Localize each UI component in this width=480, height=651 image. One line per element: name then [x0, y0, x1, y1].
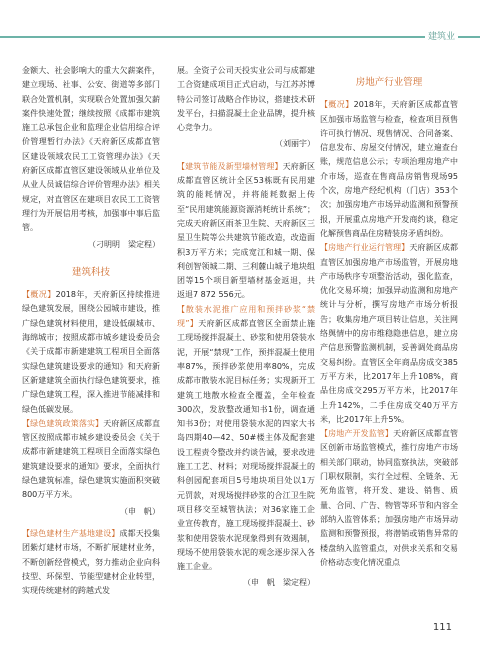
paragraph-text: 2018年，天府新区成都直管区加强市场监管与检查，检查项目预售许可执行情况、现售情况、合同备案、信息发布、房屋交付情况，建立遍查台账，规范信息公示；专项治理房地产中介市场，巡查在售商品房销售现场95个次，房地产经纪机构（门店）353个次；加强房地产市场异动监测和预警预报，开展重点房地产开发商约谈，稳定化解预售商品住房精装房矛盾纠纷。 — [320, 100, 459, 238]
section-title-realestate: 房地产行业管理 — [355, 77, 423, 88]
col2-signature-2: （申 帆 梁定程） — [243, 578, 315, 588]
col1-signature-2: （申 帆） — [120, 506, 160, 516]
col2-paragraph-1 — [177, 160, 315, 303]
col3-paragraph-2 — [320, 241, 458, 427]
tag-label: 【概况】 — [22, 290, 56, 300]
paragraph-text: 天府新区成都直管区统计全区53栋既有民用建筑的能耗情况，并将能耗数据上传至“民用建筑能源资源消耗统计系统”；完成天府新区雨茶卫生院、天府新区三星卫生院等公共建筑节能改造，改造面积3万平方米；完成宽江和城一期、保利创智领城二期、三利麓山城子地块组团等15个项目新型墙材基金返退，共返退7 872 556元。 — [177, 161, 315, 300]
column-1 — [22, 64, 160, 598]
paragraph-text: 天府新区成都直管区创新市场监管模式，推行房地产市场相关部门联动，协同监察执法，突破部门职权限制，实行全过程、全链条、无死角监管，将开发、建设、销售、质量、合同、广告、物管等环节和内容全部纳入监管体系；加强房地产市场异动监测和预警预报，将潜销或销售异常的楼盘纳入监管重点，对供求关系和交易价格动态变化情况重点 — [320, 429, 458, 567]
column-3 — [320, 64, 458, 570]
col3-paragraph-1 — [320, 98, 458, 241]
paragraph-text: 成都天投集团紫灯建材市场，不断扩展建材业务，不断创新经营模式，努力推动企业向科技型、环保型、节能型建材企业转型，实现传统建材的跨越式发 — [22, 528, 160, 596]
section-label: 建筑业 — [425, 29, 458, 42]
page-number: 111 — [432, 622, 452, 633]
column-2 — [177, 64, 315, 599]
tag-label: 【建筑节能及新型墙材管理】 — [177, 161, 283, 171]
col1-intro: 金额大、社会影响大的重大欠薪案件，建立现场、社事、公安、街道等多部门联合处置机制，实现联合处置加强欠薪案件快速处置；继续按照《成都市建筑施工总承包企业和监理企业信用综合评价管理暂行办法》《天府新区成都直管区建设领域农民工工资管理办法》《天府新区成都直管区建设领域从业单位及从业人员诚信综合评价管理办法》相关规定，对直管区在建项目农民工工资管理行为开展信用考核，加强事中事后监管。 — [22, 66, 160, 233]
col2-intro: 展。全资子公司天投实业公司与成都建工合资建成项目正式启动，与江苏苏博特公司签订战略合作协议，搭建技术研发平台，扫描混凝土企业品牌，提升核心竞争力。 — [177, 66, 315, 133]
tag-label: 【绿色建材生产基地建设】 — [22, 528, 120, 538]
section-title-tech: 建筑科技 — [71, 266, 110, 278]
paragraph-text: 天府新区成都直管区按照成都市城乡建设委员会《关于成都市新建建筑工程项目全面落实绿色建筑建设要求的通知》要求，全面执行绿色建筑标准，绿色建筑实施面积突破800万平方米。 — [22, 418, 160, 500]
tag-label: 【绿色建筑政策落实】 — [22, 418, 104, 428]
col1-signature-1: （刁明明 梁定程） — [88, 239, 160, 249]
col3-paragraph-3 — [320, 427, 458, 570]
paragraph-text: 天府新区成都直管区加强房地产市场监管，开展房地产市场秩序专项整治活动，强化监查，优化交易环境；加强异动监测和房地产统计与分析，撰写房地产市场分析报告；收集房地产项目转让信息，关注网络舆情中的房市维稳隐患信息，建立房产信息预警监测机制，妥善调处商品房交易纠纷。直管区全年商品房成交385万平方米，比2017年上升108%，商品住房成交295万平方米，比2017年上升142%，二手住房成交40万平方米，比2017年上升5%。 — [320, 243, 458, 424]
col1-paragraph-3 — [22, 527, 160, 598]
paragraph-text: 天府新区成都直管区全面禁止施工现场搅拌混凝土、砂浆和使用袋装水泥，开展“禁现”工作，预拌混凝土使用率87%，预拌砂浆使用率80%，完成成都市散装水泥目标任务；实现新开工建筑工地散水检查全覆盖，全年检查300次，发放整改通知书1份，调查通知书3份；对使用袋装水泥的四家大书岛四期40—42、50#楼主体及配套建设工程责令整改并约谈告诫，要求改进施工工艺、材料；对现场搅拌混凝土的科创园配套项目5号地块项目处以1万元罚款，对现场搅拌砂浆的合江卫生院项目移交至城管执法；对36家施工企业宣传教育，施工现场搅拌混凝土、砂浆和使用袋装水泥现象得到有效遏制，现场不使用袋装水泥的观念逐步深入各施工企业。 — [177, 319, 315, 572]
header-stripe — [0, 36, 480, 38]
page-header — [0, 0, 480, 46]
tag-label: 【房地产开发监管】 — [320, 429, 394, 439]
col2-signature-1: （刘丽宇） — [275, 139, 315, 149]
col2-paragraph-2 — [177, 303, 315, 575]
tag-label: 【散装水泥推广应用和预拌砂浆“禁现”】 — [177, 304, 315, 329]
col1-paragraph-1 — [22, 288, 160, 417]
col1-paragraph-2 — [22, 417, 160, 503]
paragraph-text: 2018年，天府新区持续推进绿色建筑发展，围绕公园城市建设，推广绿色建筑材料使用，建设低碳城市、海绵城市；按照成都市城乡建设委员会《关于成都市新建建筑工程项目全面落实绿色建筑建设要求的通知》和天府新区新建建筑全面执行绿色建筑要求，推广绿色建筑工程，深入推进节能减排和绿色低碳发展。 — [22, 290, 161, 414]
tag-label: 【概况】 — [320, 100, 354, 110]
tag-label: 【房地产行业运行管理】 — [320, 243, 410, 253]
